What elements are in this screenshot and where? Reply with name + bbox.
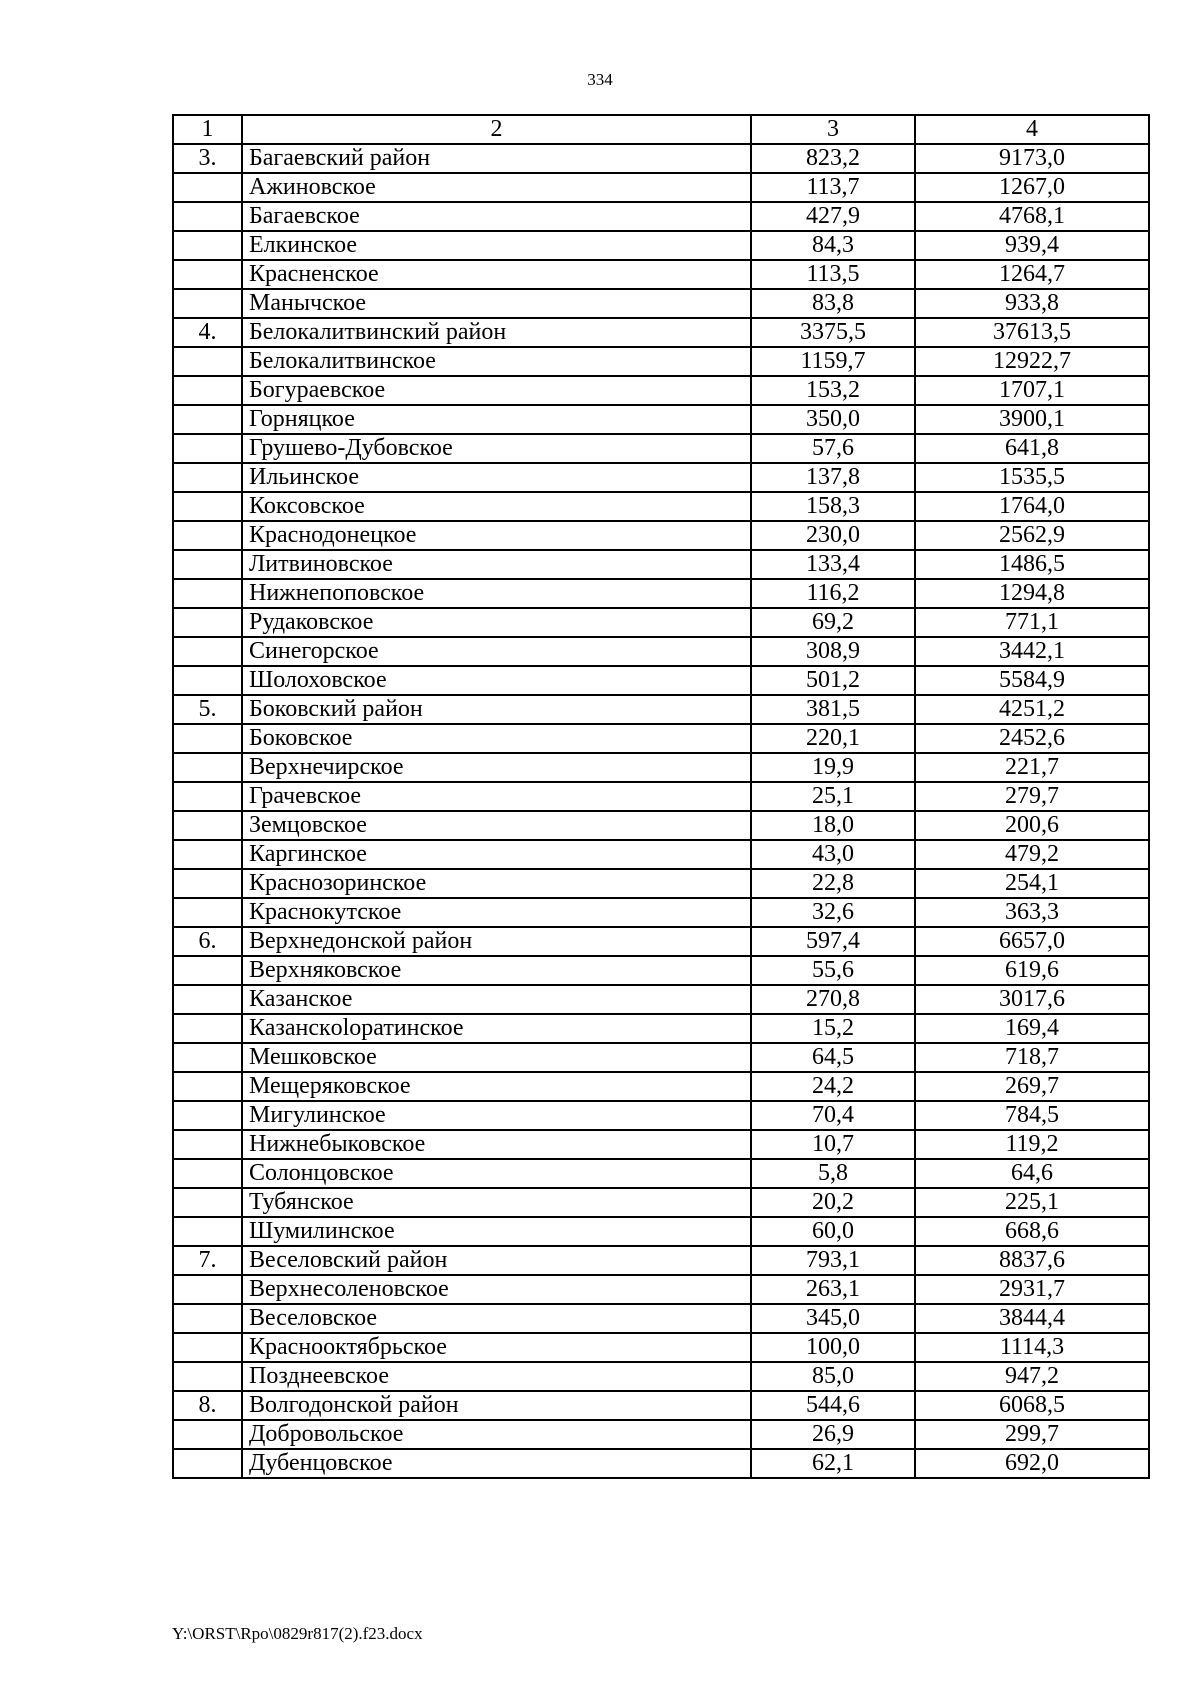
value-col-3-cell: 64,5: [751, 1043, 915, 1072]
table-row: [173, 492, 1149, 521]
value-col-4-cell: 363,3: [915, 898, 1149, 927]
settlement-name-cell: Богураевское: [242, 376, 751, 405]
value-col-3-cell: 18,0: [751, 811, 915, 840]
row-number-cell: [173, 1159, 242, 1188]
row-number-cell: [173, 289, 242, 318]
settlement-name-cell: Коксовское: [242, 492, 751, 521]
value-col-4-cell: 37613,5: [915, 318, 1149, 347]
value-col-4-cell: 200,6: [915, 811, 1149, 840]
value-col-3-cell: 544,6: [751, 1391, 915, 1420]
row-number-cell: [173, 1362, 242, 1391]
row-number-cell: [173, 1275, 242, 1304]
value-col-4-cell: 718,7: [915, 1043, 1149, 1072]
table-row: [173, 579, 1149, 608]
value-col-3-cell: 220,1: [751, 724, 915, 753]
table-row: [173, 434, 1149, 463]
table-row: [173, 840, 1149, 869]
row-number-cell: [173, 202, 242, 231]
row-number-cell: [173, 1130, 242, 1159]
settlement-name-cell: Краснодонецкое: [242, 521, 751, 550]
row-number-cell: [173, 869, 242, 898]
row-number-cell: [173, 463, 242, 492]
value-col-4-cell: 64,6: [915, 1159, 1149, 1188]
table-body: [173, 144, 1149, 1478]
value-col-3-cell: 823,2: [751, 144, 915, 173]
row-number-cell: [173, 956, 242, 985]
header-col-1: 1: [173, 115, 242, 144]
settlement-name-cell: Белокалитвинский район: [242, 318, 751, 347]
value-col-3-cell: 263,1: [751, 1275, 915, 1304]
value-col-3-cell: 70,4: [751, 1101, 915, 1130]
table-row: [173, 376, 1149, 405]
value-col-4-cell: 4768,1: [915, 202, 1149, 231]
table-row: [173, 318, 1149, 347]
value-col-3-cell: 22,8: [751, 869, 915, 898]
value-col-3-cell: 113,7: [751, 173, 915, 202]
value-col-4-cell: 269,7: [915, 1072, 1149, 1101]
settlement-name-cell: Казанское: [242, 985, 751, 1014]
value-col-4-cell: 12922,7: [915, 347, 1149, 376]
table-row: [173, 1275, 1149, 1304]
row-number-cell: [173, 1304, 242, 1333]
settlement-name-cell: Елкинское: [242, 231, 751, 260]
value-col-4-cell: 6657,0: [915, 927, 1149, 956]
value-col-3-cell: 133,4: [751, 550, 915, 579]
table-row: [173, 1130, 1149, 1159]
header-col-3: 3: [751, 115, 915, 144]
value-col-3-cell: 381,5: [751, 695, 915, 724]
settlement-name-cell: Манычское: [242, 289, 751, 318]
table-row: [173, 1449, 1149, 1478]
row-number-cell: [173, 260, 242, 289]
row-number-cell: [173, 1101, 242, 1130]
row-number-cell: [173, 985, 242, 1014]
footer-file-path: Y:\ORST\Rpo\0829r817(2).f23.docx: [172, 1624, 423, 1643]
table-row: [173, 1188, 1149, 1217]
settlement-name-cell: Казанскolopатинское: [242, 1014, 751, 1043]
value-col-4-cell: 619,6: [915, 956, 1149, 985]
value-col-4-cell: 169,4: [915, 1014, 1149, 1043]
value-col-3-cell: 501,2: [751, 666, 915, 695]
settlement-name-cell: Краснооктябрьское: [242, 1333, 751, 1362]
row-number-cell: [173, 376, 242, 405]
settlement-name-cell: Краснокутское: [242, 898, 751, 927]
value-col-4-cell: 1764,0: [915, 492, 1149, 521]
value-col-4-cell: 5584,9: [915, 666, 1149, 695]
value-col-3-cell: 100,0: [751, 1333, 915, 1362]
table-row: [173, 1159, 1149, 1188]
settlement-name-cell: Мешковское: [242, 1043, 751, 1072]
table-row: [173, 985, 1149, 1014]
settlement-name-cell: Мещеряковское: [242, 1072, 751, 1101]
value-col-4-cell: 6068,5: [915, 1391, 1149, 1420]
settlement-name-cell: Позднеевское: [242, 1362, 751, 1391]
value-col-3-cell: 597,4: [751, 927, 915, 956]
value-col-3-cell: 83,8: [751, 289, 915, 318]
row-number-cell: [173, 347, 242, 376]
table-header: [173, 115, 1149, 144]
table-row: [173, 927, 1149, 956]
settlement-name-cell: Веселовский район: [242, 1246, 751, 1275]
settlement-name-cell: Солонцовское: [242, 1159, 751, 1188]
table-row: [173, 782, 1149, 811]
row-number-cell: [173, 405, 242, 434]
table-row: [173, 1391, 1149, 1420]
value-col-3-cell: 25,1: [751, 782, 915, 811]
value-col-3-cell: 1159,7: [751, 347, 915, 376]
row-number-cell: [173, 1043, 242, 1072]
table-row: [173, 1362, 1149, 1391]
value-col-3-cell: 32,6: [751, 898, 915, 927]
table-row: [173, 463, 1149, 492]
settlement-name-cell: Нижнепоповское: [242, 579, 751, 608]
value-col-4-cell: 479,2: [915, 840, 1149, 869]
settlement-name-cell: Тубянское: [242, 1188, 751, 1217]
row-number-cell: [173, 608, 242, 637]
row-number-cell: [173, 173, 242, 202]
row-number-cell: [173, 1333, 242, 1362]
settlement-name-cell: Красненское: [242, 260, 751, 289]
row-number-cell: [173, 666, 242, 695]
settlement-name-cell: Верхнечирское: [242, 753, 751, 782]
value-col-3-cell: 5,8: [751, 1159, 915, 1188]
row-number-cell: [173, 637, 242, 666]
settlement-name-cell: Верхняковское: [242, 956, 751, 985]
settlement-name-cell: Волгодонской район: [242, 1391, 751, 1420]
value-col-3-cell: 3375,5: [751, 318, 915, 347]
settlement-name-cell: Дубенцовское: [242, 1449, 751, 1478]
value-col-4-cell: 784,5: [915, 1101, 1149, 1130]
row-number-cell: [173, 1188, 242, 1217]
settlement-name-cell: Багаевское: [242, 202, 751, 231]
row-number-cell: [173, 1217, 242, 1246]
value-col-3-cell: 350,0: [751, 405, 915, 434]
settlement-name-cell: Боковское: [242, 724, 751, 753]
data-table: [172, 114, 1150, 1479]
value-col-3-cell: 116,2: [751, 579, 915, 608]
value-col-4-cell: 1114,3: [915, 1333, 1149, 1362]
value-col-4-cell: 771,1: [915, 608, 1149, 637]
table-row: [173, 173, 1149, 202]
value-col-3-cell: 57,6: [751, 434, 915, 463]
value-col-3-cell: 308,9: [751, 637, 915, 666]
table-row: [173, 1420, 1149, 1449]
settlement-name-cell: Горняцкое: [242, 405, 751, 434]
value-col-4-cell: 1535,5: [915, 463, 1149, 492]
value-col-4-cell: 947,2: [915, 1362, 1149, 1391]
row-number-cell: 6.: [173, 927, 242, 956]
table-row: [173, 202, 1149, 231]
value-col-3-cell: 69,2: [751, 608, 915, 637]
table-row: [173, 260, 1149, 289]
value-col-3-cell: 60,0: [751, 1217, 915, 1246]
settlement-name-cell: Ажиновское: [242, 173, 751, 202]
value-col-3-cell: 62,1: [751, 1449, 915, 1478]
row-number-cell: [173, 1420, 242, 1449]
row-number-cell: 8.: [173, 1391, 242, 1420]
value-col-4-cell: 2931,7: [915, 1275, 1149, 1304]
settlement-name-cell: Грачевское: [242, 782, 751, 811]
table-row: [173, 1043, 1149, 1072]
value-col-4-cell: 2562,9: [915, 521, 1149, 550]
row-number-cell: [173, 434, 242, 463]
table-row: [173, 869, 1149, 898]
table-row: [173, 1217, 1149, 1246]
settlement-name-cell: Боковский район: [242, 695, 751, 724]
value-col-4-cell: 299,7: [915, 1420, 1149, 1449]
value-col-4-cell: 3844,4: [915, 1304, 1149, 1333]
value-col-3-cell: 43,0: [751, 840, 915, 869]
table-row: [173, 956, 1149, 985]
table-row: [173, 637, 1149, 666]
row-number-cell: [173, 753, 242, 782]
row-number-cell: 7.: [173, 1246, 242, 1275]
value-col-4-cell: 4251,2: [915, 695, 1149, 724]
row-number-cell: 4.: [173, 318, 242, 347]
value-col-3-cell: 10,7: [751, 1130, 915, 1159]
value-col-4-cell: 221,7: [915, 753, 1149, 782]
table-row: [173, 811, 1149, 840]
header-col-4: 4: [915, 115, 1149, 144]
value-col-3-cell: 84,3: [751, 231, 915, 260]
row-number-cell: [173, 724, 242, 753]
settlement-name-cell: Литвиновское: [242, 550, 751, 579]
value-col-3-cell: 20,2: [751, 1188, 915, 1217]
table-row: [173, 898, 1149, 927]
settlement-name-cell: Шумилинское: [242, 1217, 751, 1246]
page-number: 334: [587, 70, 613, 89]
value-col-4-cell: 2452,6: [915, 724, 1149, 753]
table-row: [173, 405, 1149, 434]
value-col-3-cell: 345,0: [751, 1304, 915, 1333]
value-col-4-cell: 1294,8: [915, 579, 1149, 608]
value-col-3-cell: 230,0: [751, 521, 915, 550]
table-row: [173, 550, 1149, 579]
value-col-4-cell: 279,7: [915, 782, 1149, 811]
value-col-4-cell: 9173,0: [915, 144, 1149, 173]
value-col-4-cell: 3442,1: [915, 637, 1149, 666]
table-row: [173, 695, 1149, 724]
value-col-3-cell: 15,2: [751, 1014, 915, 1043]
table-row: [173, 1333, 1149, 1362]
value-col-3-cell: 158,3: [751, 492, 915, 521]
row-number-cell: [173, 1449, 242, 1478]
row-number-cell: [173, 1072, 242, 1101]
value-col-3-cell: 270,8: [751, 985, 915, 1014]
value-col-4-cell: 1264,7: [915, 260, 1149, 289]
settlement-name-cell: Рудаковское: [242, 608, 751, 637]
table-row: [173, 1246, 1149, 1275]
value-col-4-cell: 939,4: [915, 231, 1149, 260]
value-col-4-cell: 668,6: [915, 1217, 1149, 1246]
table-row: [173, 231, 1149, 260]
value-col-3-cell: 85,0: [751, 1362, 915, 1391]
row-number-cell: [173, 521, 242, 550]
value-col-3-cell: 19,9: [751, 753, 915, 782]
value-col-3-cell: 55,6: [751, 956, 915, 985]
table-row: [173, 1014, 1149, 1043]
settlement-name-cell: Шолоховское: [242, 666, 751, 695]
value-col-3-cell: 427,9: [751, 202, 915, 231]
settlement-name-cell: Земцовское: [242, 811, 751, 840]
table-row: [173, 666, 1149, 695]
table-row: [173, 347, 1149, 376]
row-number-cell: [173, 550, 242, 579]
settlement-name-cell: Нижнебыковское: [242, 1130, 751, 1159]
table-row: [173, 521, 1149, 550]
settlement-name-cell: Добровольское: [242, 1420, 751, 1449]
table-row: [173, 1072, 1149, 1101]
value-col-4-cell: 933,8: [915, 289, 1149, 318]
value-col-4-cell: 8837,6: [915, 1246, 1149, 1275]
settlement-name-cell: Грушево-Дубовское: [242, 434, 751, 463]
table-row: [173, 289, 1149, 318]
table-row: [173, 1101, 1149, 1130]
value-col-4-cell: 692,0: [915, 1449, 1149, 1478]
value-col-4-cell: 1486,5: [915, 550, 1149, 579]
value-col-4-cell: 119,2: [915, 1130, 1149, 1159]
value-col-3-cell: 793,1: [751, 1246, 915, 1275]
settlement-name-cell: Синегорское: [242, 637, 751, 666]
row-number-cell: [173, 811, 242, 840]
value-col-3-cell: 113,5: [751, 260, 915, 289]
table-row: [173, 1304, 1149, 1333]
row-number-cell: [173, 840, 242, 869]
settlement-name-cell: Ильинское: [242, 463, 751, 492]
settlement-name-cell: Верхнедонской район: [242, 927, 751, 956]
settlement-name-cell: Мигулинское: [242, 1101, 751, 1130]
table-row: [173, 608, 1149, 637]
value-col-3-cell: 153,2: [751, 376, 915, 405]
table-row: [173, 144, 1149, 173]
value-col-4-cell: 1267,0: [915, 173, 1149, 202]
row-number-cell: [173, 231, 242, 260]
value-col-4-cell: 254,1: [915, 869, 1149, 898]
header-col-2: 2: [242, 115, 751, 144]
settlement-name-cell: Веселовское: [242, 1304, 751, 1333]
settlement-name-cell: Верхнесоленовское: [242, 1275, 751, 1304]
value-col-3-cell: 26,9: [751, 1420, 915, 1449]
row-number-cell: 3.: [173, 144, 242, 173]
row-number-cell: [173, 579, 242, 608]
settlement-name-cell: Каргинское: [242, 840, 751, 869]
settlement-name-cell: Багаевский район: [242, 144, 751, 173]
value-col-4-cell: 1707,1: [915, 376, 1149, 405]
value-col-4-cell: 641,8: [915, 434, 1149, 463]
value-col-4-cell: 3017,6: [915, 985, 1149, 1014]
value-col-4-cell: 3900,1: [915, 405, 1149, 434]
header-row: [173, 115, 1149, 144]
row-number-cell: [173, 492, 242, 521]
row-number-cell: 5.: [173, 695, 242, 724]
table-row: [173, 724, 1149, 753]
settlement-name-cell: Краснозоринское: [242, 869, 751, 898]
table-row: [173, 753, 1149, 782]
row-number-cell: [173, 782, 242, 811]
value-col-3-cell: 137,8: [751, 463, 915, 492]
row-number-cell: [173, 898, 242, 927]
row-number-cell: [173, 1014, 242, 1043]
settlement-name-cell: Белокалитвинское: [242, 347, 751, 376]
value-col-3-cell: 24,2: [751, 1072, 915, 1101]
value-col-4-cell: 225,1: [915, 1188, 1149, 1217]
